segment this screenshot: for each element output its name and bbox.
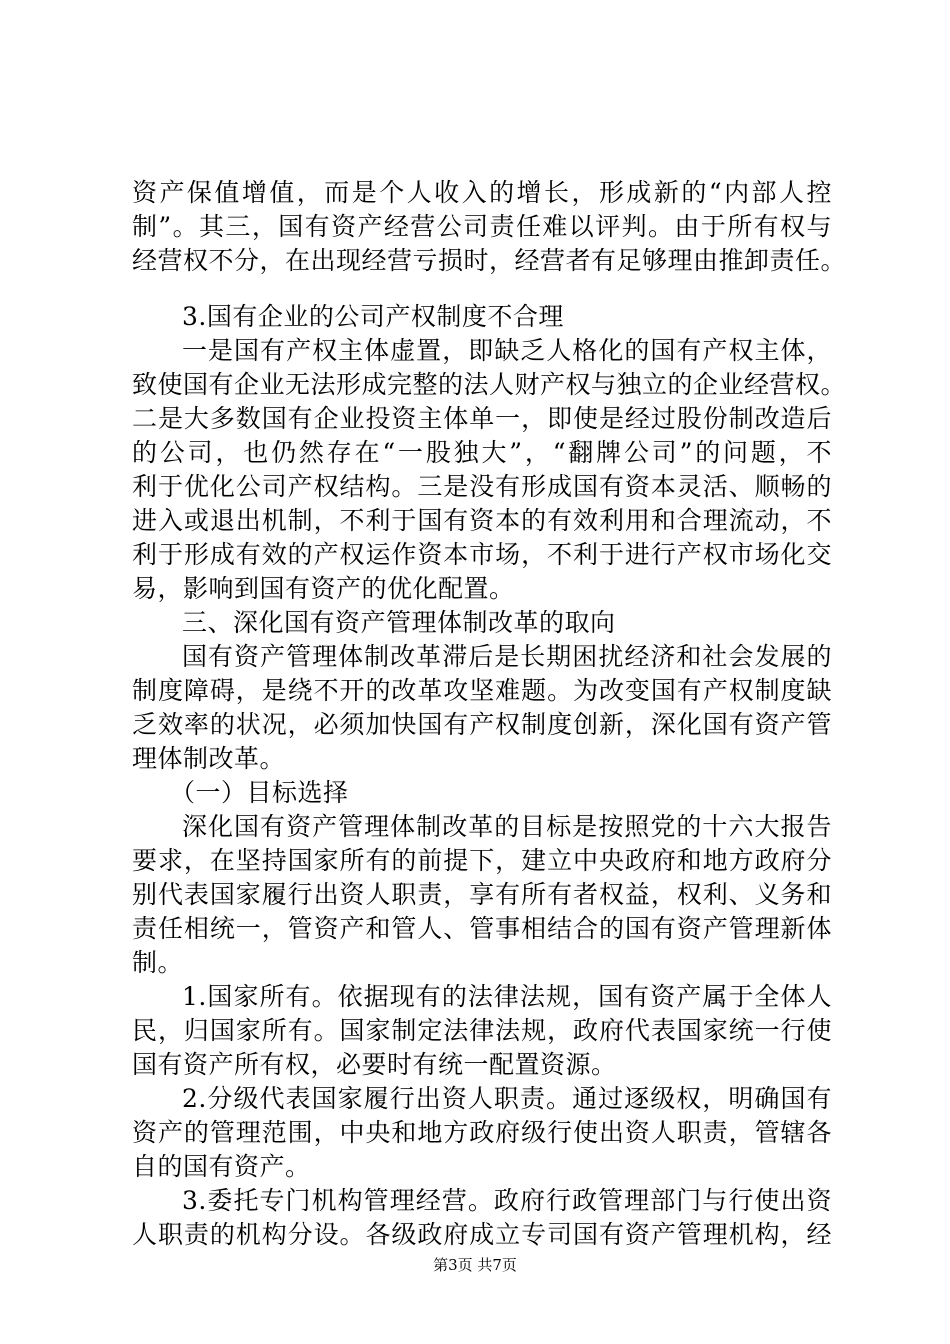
text-line: 易，影响到国有资产的优化配置。 [132,574,515,603]
text-line: 二是大多数国有企业投资主体单一，即使是经过股份制改造后 [132,404,832,433]
text-line: 民，归国家所有。国家制定法律法规，政府代表国家统一行使 [132,1016,832,1045]
text-line: 资产保值增值，而是个人收入的增长，形成新的“内部人控 [132,178,832,207]
text-line: 深化国有资产管理体制改革的目标是按照党的十六大报告 [182,812,832,841]
text-line: 责任相统一，管资产和管人、管事相结合的国有资产管理新体 [132,914,832,943]
text-line: 资产的管理范围，中央和地方政府级行使出资人职责，管辖各 [132,1118,832,1147]
section-heading: 三、深化国有资产管理体制改革的取向 [182,608,616,637]
text-line: 理体制改革。 [132,744,286,773]
text-line: 人职责的机构分设。各级政府成立专司国有资产管理机构，经 [132,1220,832,1249]
text-line: 一是国有产权主体虚置，即缺乏人格化的国有产权主体， [182,336,832,365]
text-line: 3.委托专门机构管理经营。政府行政管理部门与行使出资 [182,1186,832,1215]
text-line: 制”。其三，国有资产经营公司责任难以评判。由于所有权与 [132,212,832,241]
text-line: 致使国有企业无法形成完整的法人财产权与独立的企业经营权。 [132,370,847,399]
text-line: 别代表国家履行出资人职责，享有所有者权益，权利、义务和 [132,880,832,909]
text-line: 利于形成有效的产权运作资本市场，不利于进行产权市场化交 [132,540,832,569]
subsection-heading: （一）目标选择 [170,778,349,807]
text-line: 经营权不分，在出现经营亏损时，经营者有足够理由推卸责任。 [132,246,847,275]
text-line: 1.国家所有。依据现有的法律法规，国有资产属于全体人 [182,982,832,1011]
text-line: 制。 [132,948,184,977]
text-line: 国有资产管理体制改革滞后是长期困扰经济和社会发展的 [182,642,832,671]
section-heading: 3.国有企业的公司产权制度不合理 [182,302,564,331]
text-line: 2.分级代表国家履行出资人职责。通过逐级权，明确国有 [182,1084,832,1113]
text-line: 的公司，也仍然存在“一股独大”，“翻牌公司”的问题，不 [132,438,832,467]
text-line: 国有资产所有权，必要时有统一配置资源。 [132,1050,617,1079]
text-line: 进入或退出机制，不利于国有资本的有效利用和合理流动，不 [132,506,832,535]
text-line: 利于优化公司产权结构。三是没有形成国有资本灵活、顺畅的 [132,472,832,501]
page-footer: 第3页 共7页 [433,1256,517,1274]
text-line: 要求，在坚持国家所有的前提下，建立中央政府和地方政府分 [132,846,832,875]
text-line: 乏效率的状况，必须加快国有产权制度创新，深化国有资产管 [132,710,832,739]
text-line: 制度障碍，是绕不开的改革攻坚难题。为改变国有产权制度缺 [132,676,832,705]
text-line: 自的国有资产。 [132,1152,311,1181]
